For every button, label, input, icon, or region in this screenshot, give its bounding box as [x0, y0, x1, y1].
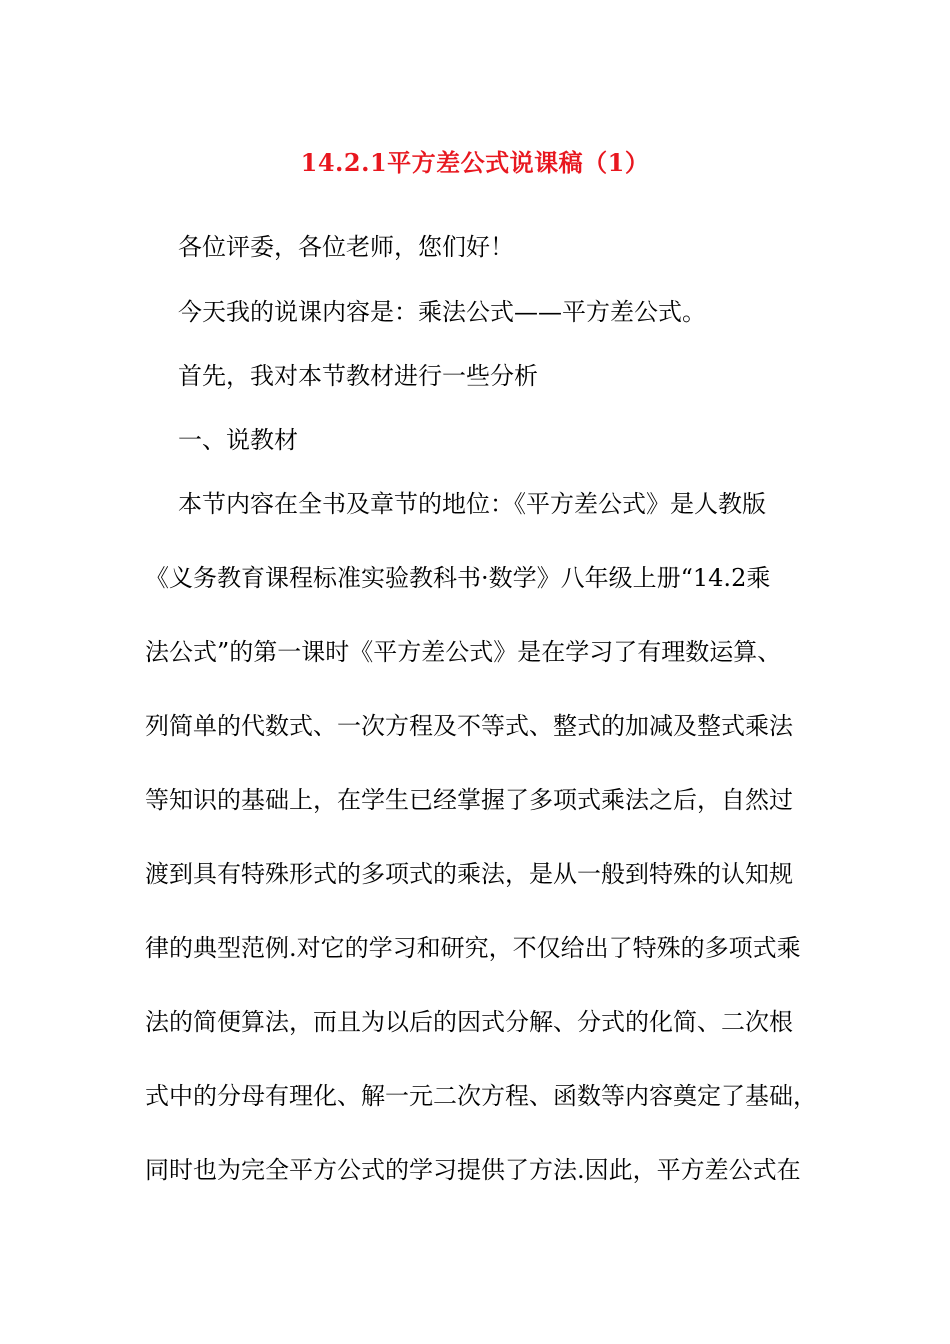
- greeting-paragraph: 各位评委，各位老师，您们好！: [178, 233, 514, 261]
- paragraph-line: 等知识的基础上，在学生已经掌握了多项式乘法之后，自然过: [145, 786, 793, 814]
- paragraph-line: 渡到具有特殊形式的多项式的乘法，是从一般到特殊的认知规: [145, 860, 793, 888]
- paragraph-line: 列简单的代数式、一次方程及不等式、整式的加减及整式乘法: [145, 712, 793, 740]
- paragraph-line: 法公式”的第一课时《平方差公式》是在学习了有理数运算、: [145, 638, 782, 666]
- analysis-intro-paragraph: 首先，我对本节教材进行一些分析: [178, 362, 538, 390]
- document-title: 14.2.1平方差公式说课稿（1）: [300, 148, 650, 177]
- section-heading: 一、说教材: [178, 426, 298, 454]
- paragraph-line: 律的典型范例.对它的学习和研究，不仅给出了特殊的多项式乘: [145, 934, 801, 962]
- paragraph-line: 法的简便算法，而且为以后的因式分解、分式的化简、二次根: [145, 1008, 793, 1036]
- paragraph-line: 同时也为完全平方公式的学习提供了方法.因此，平方差公式在: [145, 1156, 801, 1184]
- paragraph-line: 《义务教育课程标准实验教科书·数学》八年级上册“14.2乘: [145, 564, 771, 592]
- paragraph-line: 本节内容在全书及章节的地位：《平方差公式》是人教版: [178, 490, 766, 518]
- paragraph-line: 式中的分母有理化、解一元二次方程、函数等内容奠定了基础，: [145, 1082, 817, 1110]
- topic-paragraph: 今天我的说课内容是：乘法公式——平方差公式。: [178, 298, 706, 326]
